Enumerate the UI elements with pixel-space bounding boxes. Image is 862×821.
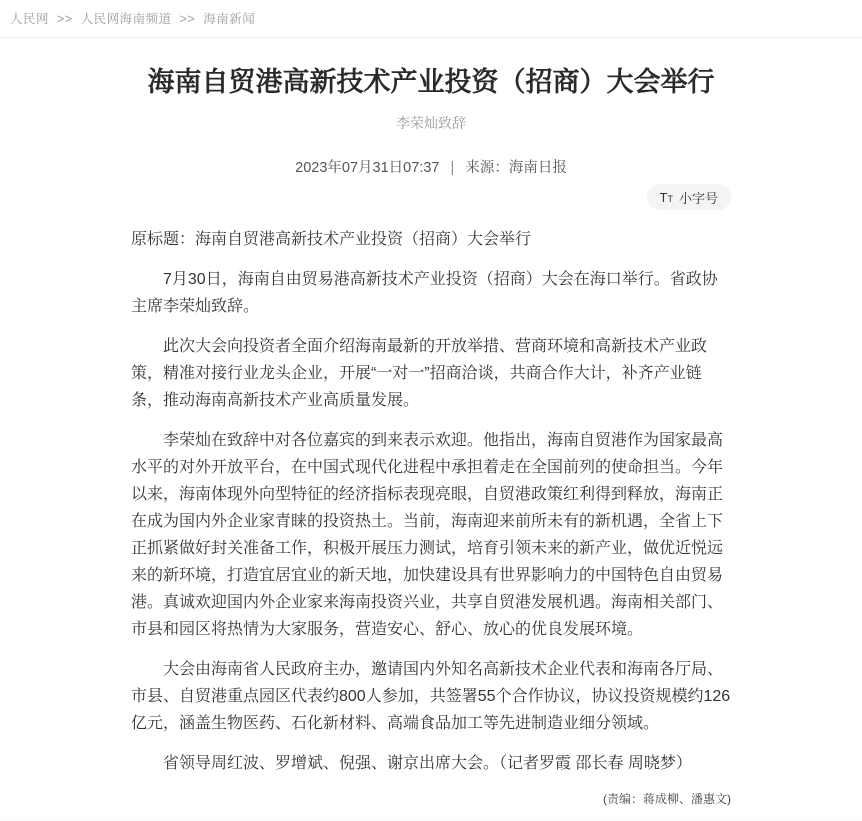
font-size-button[interactable] xyxy=(647,184,731,210)
text-size-icon: TT xyxy=(659,189,673,205)
article-paragraph: 7月30日，海南自由贸易港高新技术产业投资（招商）大会在海口举行。省政协主席李荣灿致辞。 xyxy=(131,271,718,316)
breadcrumb-separator: >> xyxy=(57,12,73,26)
original-title-text: 海南自贸港高新技术产业投资（招商）大会举行 xyxy=(195,231,532,249)
article-paragraph: 此次大会向投资者全面介绍海南最新的开放举措、营商环境和高新技术产业政策，精准对接行业龙头企业，开展“一对一”招商洽谈，共商合作大计，补齐产业链条，推动海南高新技术产业高质量发展。 xyxy=(131,338,708,410)
article-paragraph: 大会由海南省人民政府主办，邀请国内外知名高新技术企业代表和海南各厅局、市县、自贸港重点园区代表约800人参加，共签署55个合作协议，协议投资规模约126亿元，涵盖生物医药、石化新材料、高端食品加工等先进制造业细分领域。 xyxy=(131,661,731,733)
article-body xyxy=(131,226,731,777)
breadcrumb xyxy=(0,0,862,38)
page-bottom-divider xyxy=(0,817,862,821)
source-label: 来源： xyxy=(465,160,509,177)
font-size-button-label: 小字号 xyxy=(678,190,718,206)
article-meta xyxy=(131,156,731,177)
editor-credit: (责编：蒋成柳、潘惠文) xyxy=(603,792,731,807)
article-paragraph: 省领导周红波、罗增斌、倪强、谢京出席大会。（记者罗霞 邵长春 周晓梦） xyxy=(163,755,692,773)
article-paragraph: 李荣灿在致辞中对各位嘉宾的到来表示欢迎。他指出，海南自贸港作为国家最高水平的对外开放平台，在中国式现代化进程中承担着走在全国前列的使命担当。今年以来，海南体现外向型特征的经济指标表现亮眼，自贸港政策红利得到释放，海南正在成为国内外企业家青睐的投资热土。当前，海南迎来前所未有的新机遇，全省上下正抓紧做好封关准备工作，积极开展压力测试，培育引领未来的新产业，做优近悦远来的新环境，打造宜居宜业的新天地，加快建设具有世界影响力的中国特色自由贸易港。真诚欢迎国内外企业家来海南投资兴业，共享自贸港发展机遇。海南相关部门、市县和园区将热情为大家服务，营造安心、舒心、放心的优良发展环境。 xyxy=(131,432,724,639)
article-container xyxy=(131,38,731,821)
page-title: 海南自贸港高新技术产业投资（招商）大会举行 xyxy=(147,67,715,97)
original-title-line xyxy=(131,226,731,253)
breadcrumb-link-peoples-daily[interactable]: 人民网 xyxy=(10,12,50,26)
article-tools xyxy=(131,184,731,210)
article-subtitle: 李荣灿致辞 xyxy=(396,115,466,132)
publish-datetime: 2023年07月31日07:37 xyxy=(295,160,440,177)
breadcrumb-link-hainan-news[interactable]: 海南新闻 xyxy=(203,12,256,26)
original-title-label: 原标题： xyxy=(131,231,196,249)
breadcrumb-separator: >> xyxy=(179,12,196,26)
meta-separator: | xyxy=(450,160,455,177)
source-name: 海南日报 xyxy=(508,160,567,177)
breadcrumb-link-hainan-channel[interactable]: 人民网海南频道 xyxy=(80,12,172,26)
